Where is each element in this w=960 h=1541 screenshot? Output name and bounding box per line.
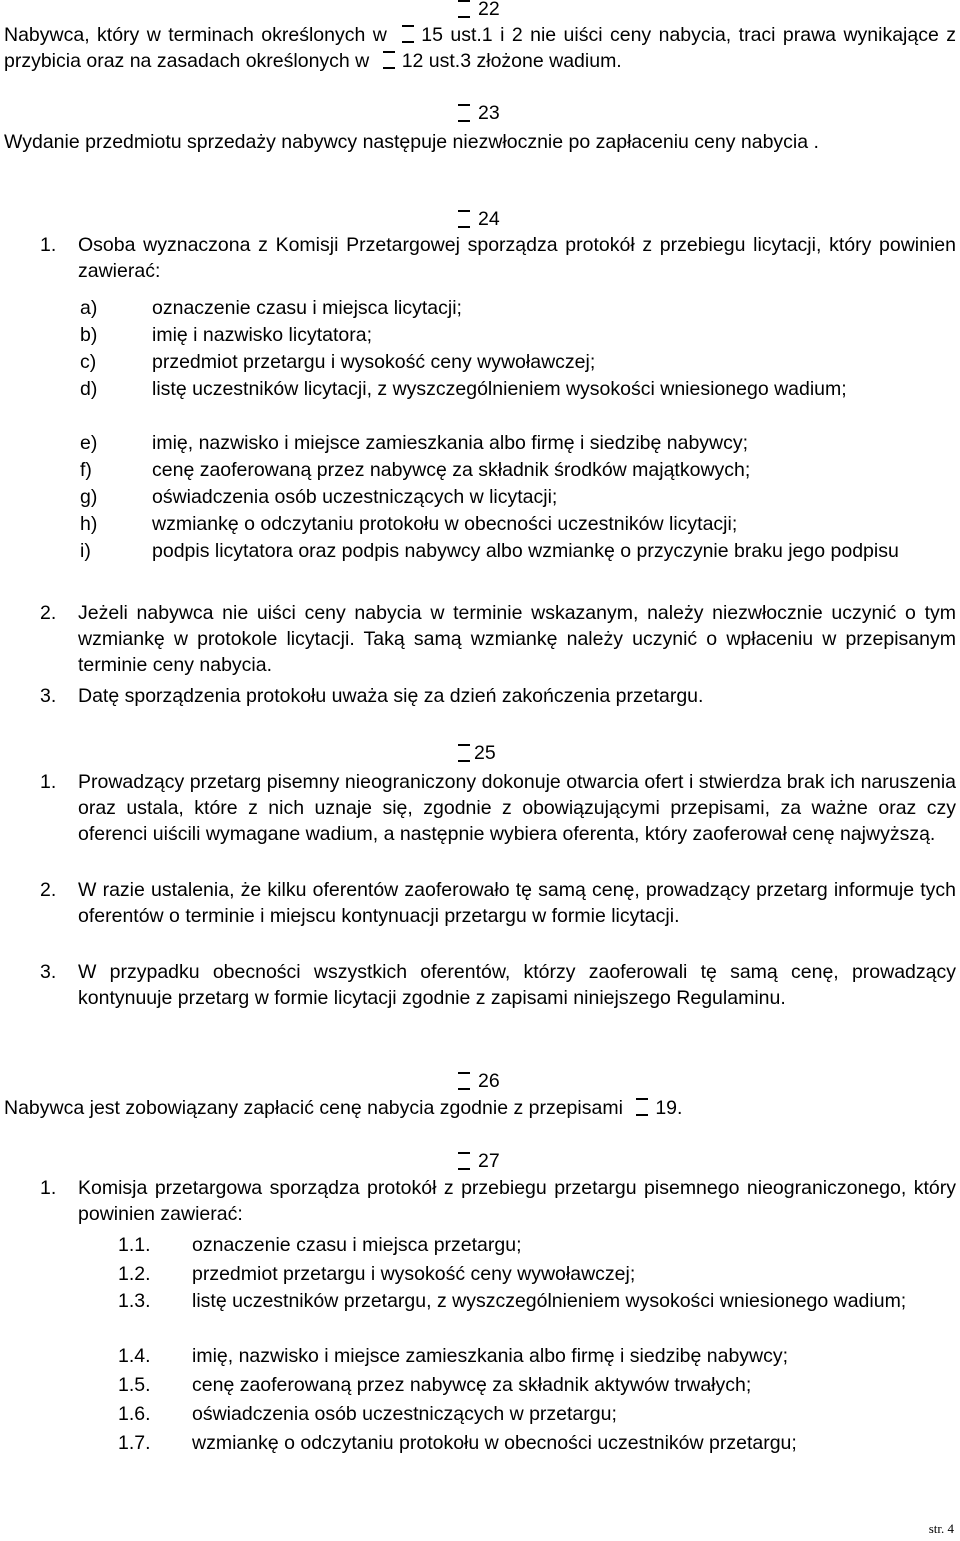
list-item	[80, 322, 956, 348]
section-sign-icon	[456, 0, 478, 24]
list-item-label: f)	[80, 459, 92, 481]
list-item-text: wzmiankę o odczytaniu protokołu w obecności uczestników licytacji;	[152, 513, 738, 535]
list-item-label: 1.1.	[118, 1234, 151, 1256]
section-26-text: Nabywca jest zobowiązany zapłacić cenę nabycia zgodnie z przepisami 19.	[4, 1097, 683, 1119]
list-item-label: 1.3.	[118, 1290, 151, 1312]
section-25-point-1: 1. Prowadzący przetarg pisemny nieograniczony dokonuje otwarcia ofert i stwierdza brak ich naruszenia oraz ustala, które z nich uznaje się, zgodnie z obowiązującymi przepisami, za ważne oraz czy oferenci uiścili wymagane wadium, a następnie wybiera oferenta, który zaoferował cenę najwyższą.	[40, 771, 956, 845]
list-item-label: 1.4.	[118, 1345, 151, 1367]
section-number: 25	[474, 742, 496, 764]
section-number: 27	[478, 1150, 500, 1172]
section-24-point-1: 1. Osoba wyznaczona z Komisji Przetargowej sporządza protokół z przebiegu licytacji, który powinien zawierać:	[40, 234, 956, 282]
section-24-heading	[0, 206, 960, 232]
section-sign-icon	[634, 1096, 652, 1118]
section-number: 24	[478, 208, 500, 230]
list-item-label: 1.2.	[118, 1263, 151, 1285]
section-sign-icon	[381, 49, 399, 71]
section-number: 23	[478, 102, 500, 124]
section-25-point-3: 3. W przypadku obecności wszystkich oferentów, którzy zaoferowali tę samą cenę, prowadzący kontynuuje przetarg w formie licytacji zgodnie z zapisami niniejszego Regulaminu.	[40, 961, 956, 1009]
list-item	[80, 484, 956, 510]
list-item-label: e)	[80, 432, 98, 454]
section-22-heading	[0, 0, 960, 22]
list-item-text: listę uczestników przetargu, z wyszczególnieniem wysokości wniesionego wadium;	[192, 1290, 907, 1312]
list-item-text: oświadczenia osób uczestniczących w przetargu;	[192, 1403, 617, 1425]
list-item-text: podpis licytatora oraz podpis nabywcy albo wzmiankę o przyczynie braku jego podpisu	[152, 540, 899, 562]
list-item	[118, 1401, 956, 1427]
list-item-label: 1.7.	[118, 1432, 151, 1454]
list-item-text: listę uczestników licytacji, z wyszczególnieniem wysokości wniesionego wadium;	[152, 378, 847, 400]
section-number: 26	[478, 1070, 500, 1092]
section-23-text: Wydanie przedmiotu sprzedaży nabywcy następuje niezwłocznie po zapłaceniu ceny nabycia .	[4, 131, 819, 153]
list-item-text: przedmiot przetargu i wysokość ceny wywoławczej;	[192, 1263, 636, 1285]
list-item-label: 1.5.	[118, 1374, 151, 1396]
list-item	[80, 376, 956, 402]
list-item-text: oznaczenie czasu i miejsca licytacji;	[152, 297, 462, 319]
list-item-label: g)	[80, 486, 98, 508]
section-22-text: Nabywca, który w terminach określonych w 15 ust.1 i 2 nie uiści ceny nabycia, traci prawa wynikające z przybicia oraz na zasadach określonych w 12 ust.3 złożone wadium.	[4, 24, 957, 72]
list-item-label: h)	[80, 513, 98, 535]
list-item	[118, 1372, 956, 1398]
list-item	[118, 1261, 956, 1287]
list-item-label: b)	[80, 324, 98, 346]
list-item-label: a)	[80, 297, 98, 319]
list-item-text: imię, nazwisko i miejsce zamieszkania albo firmę i siedzibę nabywcy;	[192, 1345, 789, 1367]
list-item	[118, 1430, 956, 1456]
list-item-text: oznaczenie czasu i miejsca przetargu;	[192, 1234, 522, 1256]
section-sign-icon	[400, 23, 418, 45]
section-26-heading	[0, 1068, 960, 1094]
list-item	[80, 538, 956, 564]
section-27-point-1: 1. Komisja przetargowa sporządza protokół z przebiegu przetargu pisemnego nieograniczonego, który powinien zawierać:	[40, 1177, 956, 1225]
list-item	[80, 457, 956, 483]
list-item-text: cenę zaoferowaną przez nabywcę za składnik aktywów trwałych;	[192, 1374, 752, 1396]
list-item-label: d)	[80, 378, 98, 400]
list-item-label: i)	[80, 540, 91, 562]
list-item	[80, 295, 956, 321]
section-sign-icon	[456, 208, 478, 234]
list-item-text: wzmiankę o odczytaniu protokołu w obecności uczestników przetargu;	[192, 1432, 797, 1454]
list-item	[118, 1232, 956, 1258]
section-sign-icon	[456, 1070, 478, 1096]
list-item	[118, 1288, 956, 1314]
section-number: 22	[478, 0, 500, 20]
section-27-heading	[0, 1148, 960, 1174]
list-item	[80, 349, 956, 375]
section-23-heading	[0, 100, 960, 126]
list-item	[80, 511, 956, 537]
list-item-text: imię, nazwisko i miejsce zamieszkania albo firmę i siedzibę nabywcy;	[152, 432, 749, 454]
list-item-label: c)	[80, 351, 97, 373]
list-item-text: cenę zaoferowaną przez nabywcę za składnik środków majątkowych;	[152, 459, 751, 481]
section-24-point-2: 2. Jeżeli nabywca nie uiści ceny nabycia w terminie wskazanym, należy niezwłocznie uczynić o tym wzmiankę w protokole licytacji. Taką samą wzmiankę należy uczynić o wpłaceniu w przepisanym terminie ceny nabycia.	[40, 602, 956, 676]
list-item	[80, 430, 956, 456]
section-sign-icon	[456, 102, 478, 128]
section-sign-icon	[456, 1150, 478, 1176]
list-item-label: 1.6.	[118, 1403, 151, 1425]
list-item-text: przedmiot przetargu i wysokość ceny wywoławczej;	[152, 351, 596, 373]
page-number: str. 4	[928, 1521, 954, 1536]
list-item-text: oświadczenia osób uczestniczących w licytacji;	[152, 486, 558, 508]
section-25-point-2: 2. W razie ustalenia, że kilku oferentów zaoferowało tę samą cenę, prowadzący przetarg informuje tych oferentów o terminie i miejscu kontynuacji przetargu w formie licytacji.	[40, 879, 956, 927]
list-item-text: imię i nazwisko licytatora;	[152, 324, 372, 346]
section-25-heading	[0, 740, 960, 766]
section-24-point-3: 3. Datę sporządzenia protokołu uważa się za dzień zakończenia przetargu.	[40, 685, 704, 707]
list-item	[118, 1343, 956, 1369]
